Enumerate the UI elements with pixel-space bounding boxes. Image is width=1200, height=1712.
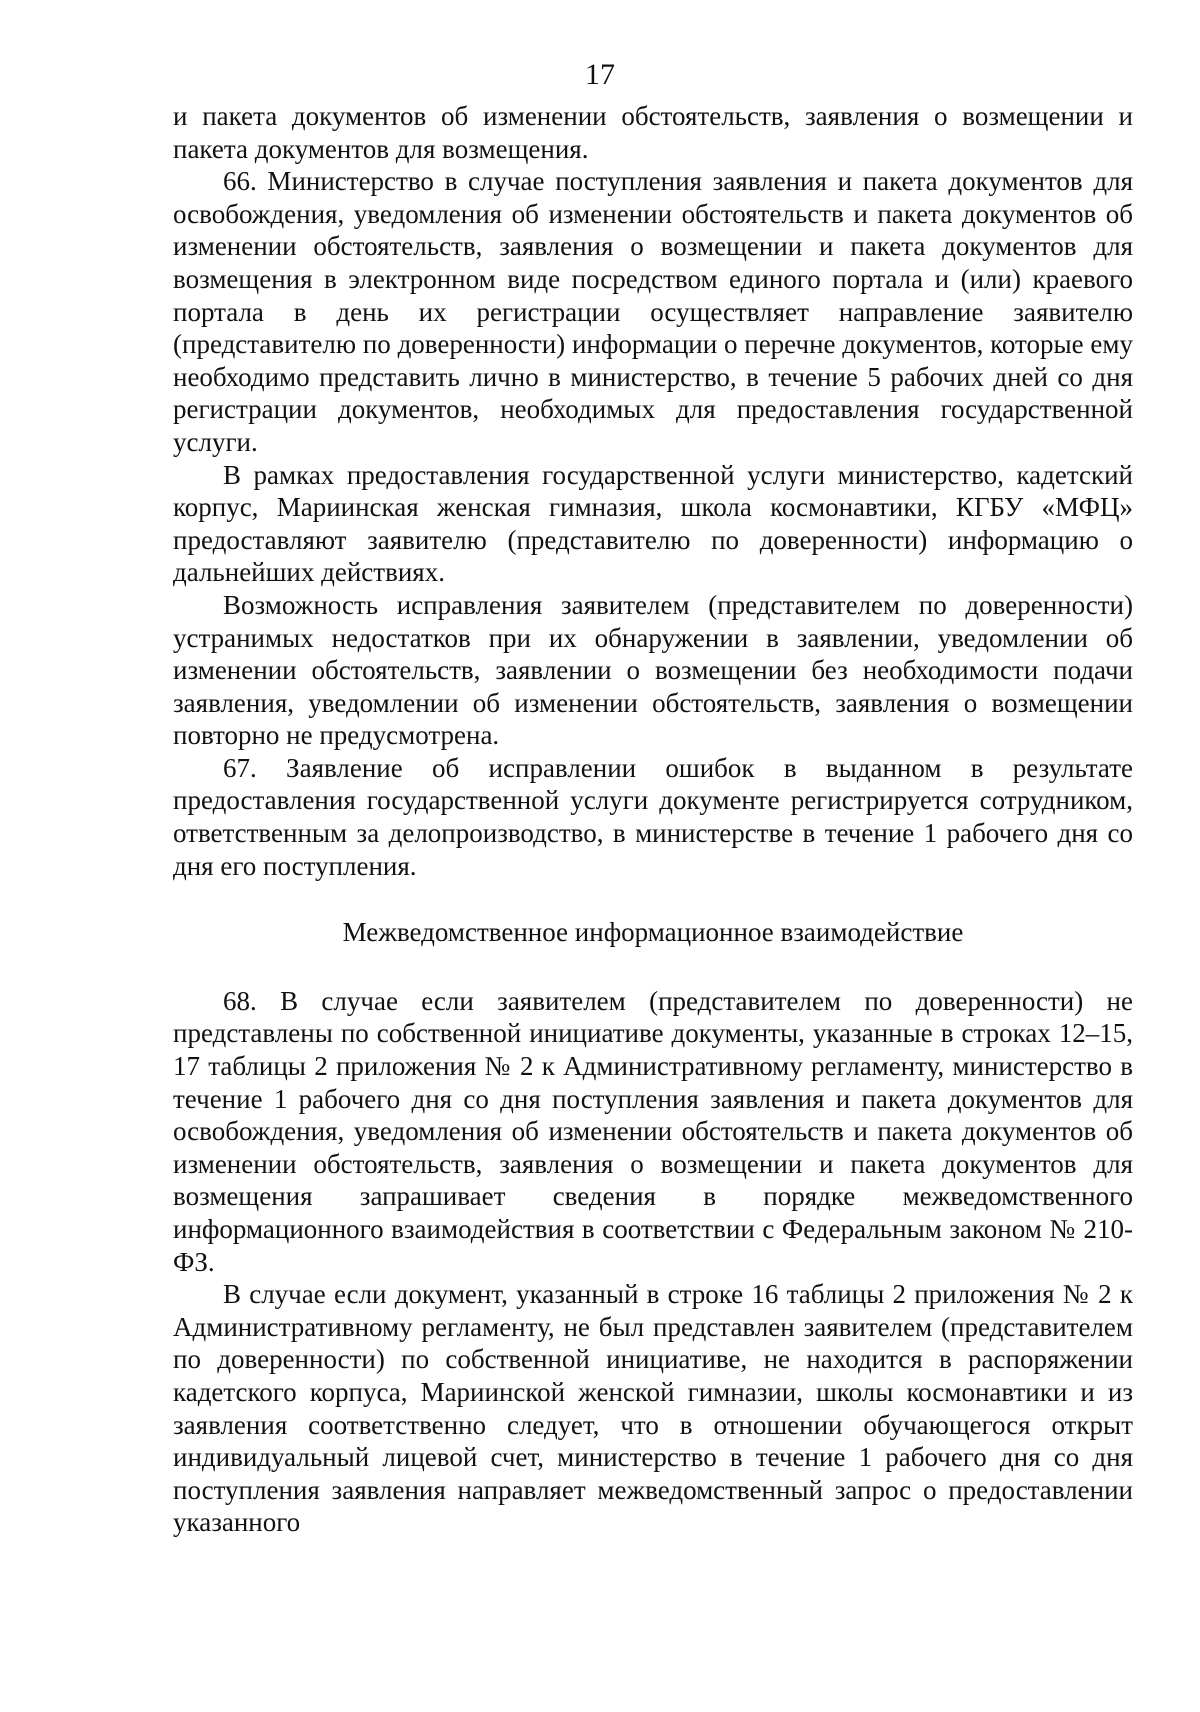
paragraph-67: 67. Заявление об исправлении ошибок в выданном в результате предоставления государственной услуги документе регистрируется сотрудником, ответственным за делопроизводство, в министерстве в течение 1 рабочего дня со дня его поступления. [173, 752, 1133, 881]
paragraph-document-16: В случае если документ, указанный в строке 16 таблицы 2 приложения № 2 к Административному регламенту, не был представлен заявителем (представителем по доверенности) по собственной инициативе, не находится в распоряжении кадетского корпуса, Мариинской женской гимназии, школы космонавтики и из заявления соответственно следует, что в отношении обучающегося открыт индивидуальный лицевой счет, министерство в течение 1 рабочего дня со дня поступления заявления направляет межведомственный запрос о предоставлении указанного [173, 1279, 1133, 1538]
paragraph-correction-possibility: Возможность исправления заявителем (представителем по доверенности) устранимых недостатков при их обнаружении в заявлении, уведомлении об изменении обстоятельств, заявлении о возмещении без необходимости подачи заявления, уведомлении об изменении обстоятельств, заявления о возмещении повторно не предусмотрена. [173, 589, 1133, 751]
paragraph-68: 68. В случае если заявителем (представителем по доверенности) не представлены по собственной инициативе документы, указанные в строках 12–15, 17 таблицы 2 приложения № 2 к Административному регламенту, министерство в течение 1 рабочего дня со дня поступления заявления и пакета документов для освобождения, уведомления об изменении обстоятельств и пакета документов об изменении обстоятельств, заявления о возмещении и пакета документов для возмещения запрашивает сведения в порядке межведомственного информационного взаимодействия в соответствии с Федеральным законом № 210-ФЗ. [173, 985, 1133, 1277]
section-heading: Межведомственное информационное взаимодействие [342, 917, 964, 948]
paragraph-continuation: и пакета документов об изменении обстоятельств, заявления о возмещении и пакета документов для возмещения. [173, 101, 1133, 164]
paragraph-66: 66. Министерство в случае поступления заявления и пакета документов для освобождения, уведомления об изменении обстоятельств и пакета документов об изменении обстоятельств, заявления о возмещении и пакета документов для возмещения в электронном виде посредством единого портала и (или) краевого портала в день их регистрации осуществляет направление заявителю (представителю по доверенности) информации о перечне документов, которые ему необходимо представить лично в министерство, в течение 5 рабочих дней со дня регистрации документов, необходимых для предоставления государственной услуги. [173, 166, 1133, 457]
paragraph-services-info: В рамках предоставления государственной услуги министерство, кадетский корпус, Мариинская женская гимназия, школа космонавтики, КГБУ «МФЦ» предоставляют заявителю (представителю по доверенности) информацию о дальнейших действиях. [173, 459, 1133, 588]
document-body [173, 100, 1133, 1539]
page-number: 17 [585, 58, 615, 91]
